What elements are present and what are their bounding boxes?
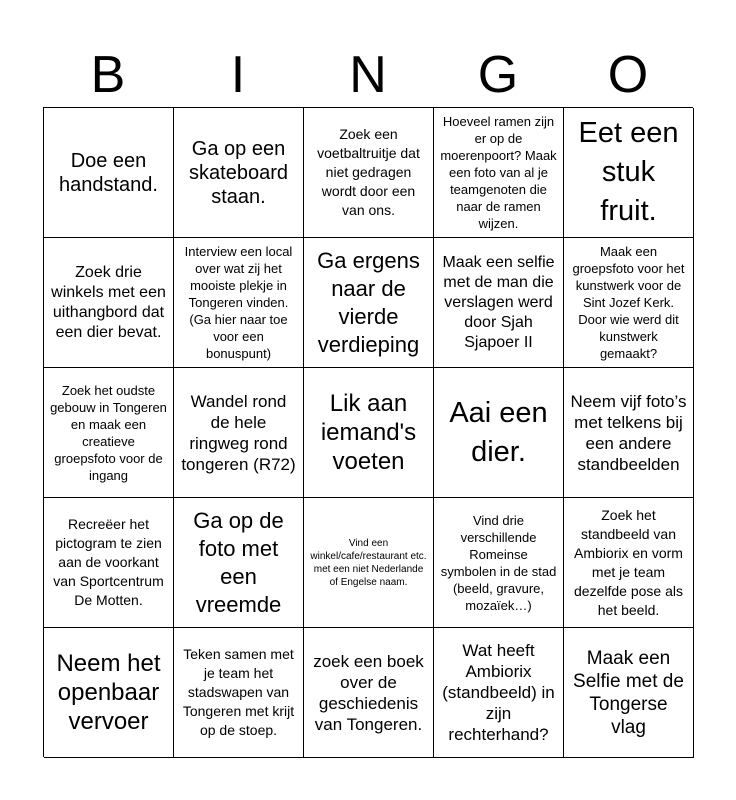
bingo-cell-r3c4 [434,368,564,498]
cell-text: Lik aan iemand's voeten [320,390,417,475]
bingo-cell-r4c3 [304,498,434,628]
bingo-cell-r2c5 [564,238,694,368]
cell-text: Ga op een skateboard staan. [189,137,288,208]
bingo-cell-r2c2 [174,238,304,368]
bingo-cell-r2c1 [44,238,174,368]
cell-text: Neem vijf foto’s met telkens bij een andere standbeelden [570,391,687,474]
bingo-cell-r1c3 [304,108,434,238]
header-letter-i: I [230,46,246,104]
cell-text: Doe een handstand. [59,149,158,196]
header-letter-g: G [477,46,519,104]
cell-text: Interview een local over wat zij het mooiste plekje in Tongeren vinden. (Ga hier naar toe voor een bonuspunt) [184,244,293,361]
cell-text: Wat heeft Ambiorix (standbeeld) in zijn rechterhand? [442,641,555,744]
cell-text: Zoek het oudste gebouw in Tongeren en maak een creatieve groepsfoto voor de ingang [50,382,167,483]
bingo-cell-r4c1 [44,498,174,628]
header-letter-o: O [607,46,649,104]
cell-text: Vind een winkel/cafe/restaurant etc. met een niet Nederlande of Engelse naam. [310,537,427,588]
cell-text: Vind drie verschillende Romeinse symbolen in de stad (beeld, gravure, mozaïek…) [440,512,557,613]
cell-text: Eet een stuk fruit. [578,117,679,227]
bingo-cell-r3c2 [174,368,304,498]
header-letter-n: N [349,46,387,104]
bingo-cell-r3c3 [304,368,434,498]
cell-text: Zoek een voetbaltruitje dat niet gedragen wordt door een van ons. [317,126,420,218]
bingo-cell-r4c5 [564,498,694,628]
bingo-cell-r1c5 [564,108,694,238]
cell-text: Maak een groepsfoto voor het kunstwerk voor de Sint Jozef Kerk. Door wie werd dit kunstwerk gemaakt? [572,244,685,361]
cell-text: Zoek het standbeeld van Ambiorix en vorm met je team dezelfde pose als het beeld. [574,506,683,618]
bingo-cell-r4c2 [174,498,304,628]
cell-text: Wandel rond de hele ringweg rond tongeren (R72) [181,391,296,474]
bingo-cell-r5c3 [304,628,434,758]
bingo-cell-r2c4 [434,238,564,368]
bingo-cell-r3c5 [564,368,694,498]
bingo-cell-r5c1 [44,628,174,758]
cell-text: Recreëer het pictogram te zien aan de voorkant van Sportcentrum De Motten. [53,516,164,608]
bingo-cell-r5c5 [564,628,694,758]
header-letter-b: B [90,46,126,104]
cell-text: Teken samen met je team het stadswapen van Tongeren met krijt op de stoep. [182,646,295,738]
bingo-cell-r3c1 [44,368,174,498]
bingo-cell-r2c3 [304,238,434,368]
bingo-cell-r1c2 [174,108,304,238]
bingo-grid [43,107,693,757]
cell-text: Maak een Selfie met de Tongerse vlag [573,647,684,738]
bingo-cell-r5c4 [434,628,564,758]
cell-text: Ga ergens naar de vierde verdieping [317,247,420,357]
bingo-cell-r5c2 [174,628,304,758]
bingo-cell-r1c1 [44,108,174,238]
cell-text: Zoek drie winkels met een uithangbord dat een dier bevat. [51,263,166,341]
bingo-header [43,44,693,106]
bingo-cell-r4c4 [434,498,564,628]
cell-text: zoek een boek over de geschiedenis van Tongeren. [313,651,424,734]
cell-text: Hoeveel ramen zijn er op de moerenpoort? Maak een foto van al je teamgenoten die naar de ramen wijzen. [440,114,557,231]
cell-text: Ga op de foto met een vreemde [193,507,284,617]
cell-text: Aai een dier. [449,396,548,468]
bingo-cell-r1c4 [434,108,564,238]
cell-text: Maak een selfie met de man die verslagen werd door Sjah Sjapoer II [442,253,555,351]
cell-text: Neem het openbaar vervoer [56,650,161,735]
